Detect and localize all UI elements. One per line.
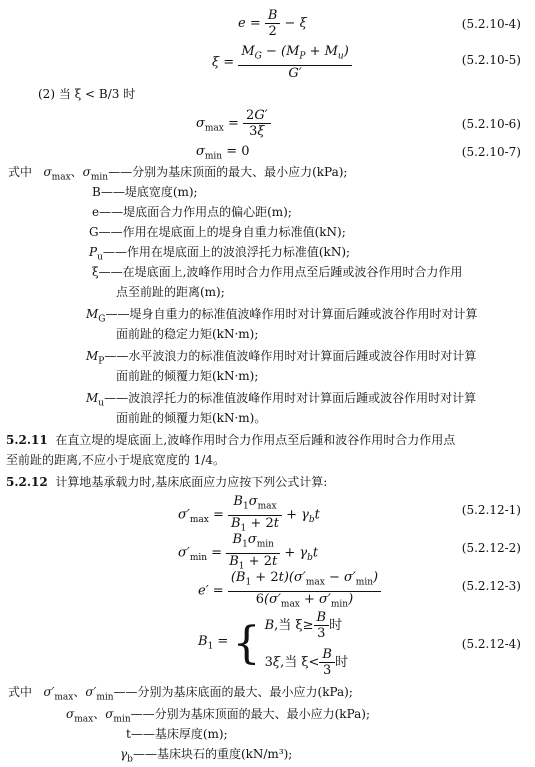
case-heading: (2) 当 ξ < B/3 时 [38, 87, 136, 101]
clause-5-2-12: 5.2.12 计算地基承载力时,基床底面应力应按下列公式计算: [6, 475, 328, 489]
def-e: e——堤底面合力作用点的偏心距(m); [92, 205, 292, 219]
def-MG: $M_G——$堤身自重力的标准值波峰作用时对计算面后踵或波谷作用时对计算 [86, 307, 478, 325]
def-Mu-cont: 面前趾的倾覆力矩(kN·m)。 [116, 411, 267, 425]
equation-number: (5.2.10-5) [461, 53, 521, 67]
defs2-intro: 式中 $\sigma'_{max}$、$\sigma'_{min}——$分别为基床底面的最大、最小应力(kPa); [8, 685, 353, 703]
def-MP: $M_P——$水平波浪力的标准值波峰作用时对计算面后踵或波谷作用时对计算 [86, 349, 477, 367]
def-xi: ξ——在堤底面上,波峰作用时合力作用点至后踵或波谷作用时合力作用 [92, 265, 463, 279]
equation-5-2-12-3: e′ = $\frac{(B_1 + 2t)(\sigma'_{max} - \sigma'_{min})}{6(\sigma'_{max} + \sigma'_{min})}$ [198, 570, 381, 612]
def-G: G——作用在堤底面上的堤身自重力标准值(kN); [89, 225, 346, 239]
def-gamma-b: $\gamma_b——$基床块石的重度(kN/m³); [120, 747, 293, 765]
equation-5-2-10-5: ξ = $\frac{M_G - (M_P + M_u)}{G'}$ [212, 44, 352, 81]
equation-5-2-10-4: e = $\frac{B}{2}$ − ξ [238, 8, 307, 39]
def-xi-cont: 点至前趾的距离(m); [116, 285, 225, 299]
clause-5-2-11: 5.2.11 在直立堤的堤底面上,波峰作用时合力作用点至后踵和波谷作用时合力作用点 [6, 433, 456, 447]
def-MP-cont: 面前趾的倾覆力矩(kN·m); [116, 369, 259, 383]
equation-5-2-12-2: $\sigma'_{min}$ = $\frac{B_1\sigma_{min}}{B_1 + 2t}$ + $\gamma_bt$ [178, 532, 319, 572]
def-Mu: $M_u——$波浪浮托力的标准值波峰作用时对计算面后踵或波谷作用时对计算 [86, 391, 477, 409]
defs-intro: 式中 $\sigma_{max}$、$\sigma_{min}——$分别为基床顶面的最大、最小应力(kPa); [8, 165, 348, 183]
equation-number: (5.2.10-7) [461, 145, 521, 159]
def-sigma-top: $\sigma_{max}$、$\sigma_{min}——$分别为基床顶面的最大、最小应力(kPa); [66, 707, 370, 725]
equation-number: (5.2.12-3) [461, 579, 521, 593]
clause-5-2-11-cont: 至前趾的距离,不应小于堤底宽度的 1/4。 [6, 453, 225, 467]
equation-number: (5.2.12-1) [461, 503, 521, 517]
equation-5-2-12-4: $B_1$ = { B,当 ξ≥ $\frac{B}{3}$ 时 3ξ,当 ξ< $\frac{B}{3}$ 时 [198, 610, 348, 678]
equation-number: (5.2.12-2) [461, 541, 521, 555]
def-Pu: $P_u——$作用在堤底面上的波浪浮托力标准值(kN); [89, 245, 351, 263]
equation-number: (5.2.10-4) [461, 17, 521, 31]
def-t: t——基床厚度(m); [126, 727, 228, 741]
equation-5-2-10-6: $\sigma_{max}$ = $\frac{2G'}{3\xi}$ [196, 108, 271, 139]
equation-5-2-12-1: $\sigma'_{max}$ = $\frac{B_1\sigma_{max}}{B_1 + 2t}$ + $\gamma_bt$ [178, 494, 320, 534]
def-MG-cont: 面前趾的稳定力矩(kN·m); [116, 327, 259, 341]
equation-5-2-10-7: $\sigma_{min} = 0$ [196, 144, 250, 162]
equation-number: (5.2.12-4) [461, 637, 521, 651]
def-B: B——堤底宽度(m); [92, 185, 198, 199]
equation-number: (5.2.10-6) [461, 117, 521, 131]
